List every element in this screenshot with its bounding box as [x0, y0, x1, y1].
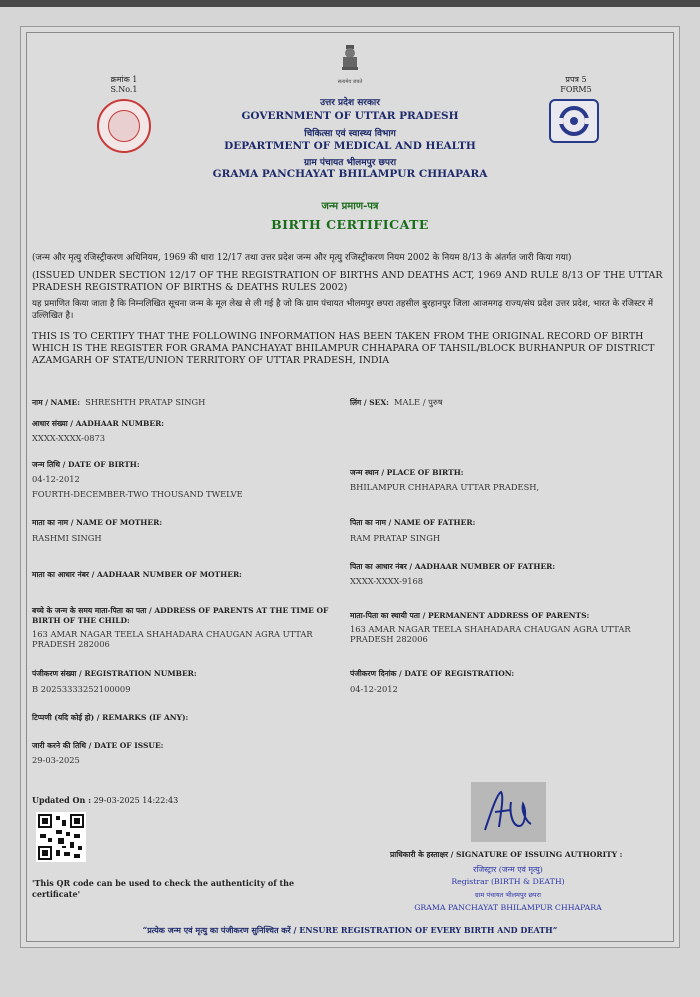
state-title: GOVERNMENT OF UTTAR PRADESH: [241, 110, 459, 122]
address-perm-label: माता-पिता का स्थायी पता / PERMANENT ADDRESS OF PARENTS:: [350, 611, 590, 620]
address-birth-value: 163 AMAR NAGAR TEELA SHAHADARA CHAUGAN AGRA UTTAR PRADESH 282006: [32, 629, 313, 649]
cert-title: BIRTH CERTIFICATE: [271, 217, 429, 232]
sno-hindi: क्रमांक 1: [110, 75, 138, 84]
dob-label: जन्म तिथि / DATE OF BIRTH:: [32, 460, 140, 469]
father-aadhaar-label: पिता का आधार नंबर / AADHAAR NUMBER OF FATHER:: [350, 562, 556, 571]
state-hindi: उत्तर प्रदेश सरकार: [320, 98, 380, 108]
qr-code-icon[interactable]: [36, 812, 86, 862]
aadhaar-label: आधार संख्या / AADHAAR NUMBER:: [32, 419, 165, 428]
form-hindi: प्रपत्र 5: [565, 75, 587, 84]
name-label: नाम / NAME:: [32, 398, 81, 407]
mother-label: माता का नाम / NAME OF MOTHER:: [32, 518, 163, 527]
sex-label: लिंग / SEX:: [350, 398, 389, 407]
updated-value: 29-03-2025 14:22:43: [93, 796, 179, 805]
panchayat-title: GRAMA PANCHAYAT BHILAMPUR CHHAPARA: [212, 168, 488, 180]
remarks-label: टिप्पणी (यदि कोई हो) / REMARKS (IF ANY):: [32, 713, 189, 722]
signature-label: प्राधिकारी के हस्ताक्षर / SIGNATURE OF ISSUING AUTHORITY :: [390, 850, 623, 859]
auth-panchayat-hindi: ग्राम पंचायत भीलमपुर छपरा: [475, 891, 541, 899]
father-label: पिता का नाम / NAME OF FATHER:: [350, 518, 476, 527]
form-number: FORM5: [560, 85, 592, 94]
pob-label: जन्म स्थान / PLACE OF BIRTH:: [350, 468, 464, 477]
cert-title-hindi: जन्म प्रमाण-पत्र: [321, 201, 379, 212]
updated-label: Updated On :: [32, 795, 92, 805]
national-emblem-icon: [339, 44, 361, 76]
up-government-seal-icon: [97, 99, 151, 153]
dept-title: DEPARTMENT OF MEDICAL AND HEALTH: [224, 140, 476, 152]
panchayat-hindi: ग्राम पंचायत भीलमपुर छपरा: [303, 158, 397, 168]
signature-image: [471, 782, 546, 842]
reg-date-label: पंजीकरण दिनांक / DATE OF REGISTRATION:: [350, 669, 515, 678]
father-aadhaar-value: XXXX-XXXX-9168: [350, 576, 424, 586]
name-value: SHRESHTH PRATAP SINGH: [85, 397, 206, 407]
auth-panchayat: GRAMA PANCHAYAT BHILAMPUR CHHAPARA: [414, 903, 602, 912]
sex-value: MALE / पुरुष: [394, 397, 443, 407]
slogan: “प्रत्येक जन्म एवं मृत्यु का पंजीकरण सुनिश्चित करें / ENSURE REGISTRATION OF EVERY BIRTH AND DEATH”: [142, 925, 558, 935]
issue-label: जारी करने की तिथि / DATE OF ISSUE:: [32, 741, 164, 750]
signature-icon: [471, 782, 546, 842]
dob-value: 04-12-2012: [32, 474, 80, 484]
dob-words: FOURTH-DECEMBER-TWO THOUSAND TWELVE: [32, 489, 243, 499]
emblem-caption: सत्यमेव जयते: [337, 79, 363, 85]
issue-value: 29-03-2025: [32, 755, 80, 765]
registrar: Registrar (BIRTH & DEATH): [451, 877, 565, 886]
pob-value: BHILAMPUR CHHAPARA UTTAR PRADESH,: [350, 482, 540, 492]
dept-hindi: चिकित्सा एवं स्वास्थ्य विभाग: [304, 129, 396, 139]
mother-aadhaar-label: माता का आधार नंबर / AADHAAR NUMBER OF MOTHER:: [32, 570, 242, 579]
father-value: RAM PRATAP SINGH: [350, 533, 441, 543]
crs-logo-icon: [549, 99, 599, 143]
reg-date-value: 04-12-2012: [350, 684, 398, 694]
certify-text: THIS IS TO CERTIFY THAT THE FOLLOWING INFORMATION HAS BEEN TAKEN FROM THE ORIGINAL RECORD OF BIRTH WHICH IS THE REGISTER FOR GRAMA PANCHAYAT BHILAMPUR CHHAPARA OF TAHSIL/BLOCK BURHANPUR OF DISTRICT AZAMGARH OF STATE/UNION TERRITORY OF UTTAR PRADESH, INDIA: [32, 331, 655, 366]
address-perm-value: 163 AMAR NAGAR TEELA SHAHADARA CHAUGAN AGRA UTTAR PRADESH 282006: [350, 624, 631, 644]
issued-hindi: (जन्म और मृत्यु रजिस्ट्रीकरण अधिनियम, 1969 की धारा 12/17 तथा उत्तर प्रदेश जन्म और मृत्यु रजिस्ट्रीकरण नियम 2002 के नियम 8/13 के अंतर्गत जारी किया गया): [32, 253, 572, 263]
address-birth-label: बच्चे के जन्म के समय माता-पिता का पता / ADDRESS OF PARENTS AT THE TIME OF BIRTH OF THE CHILD:: [32, 606, 329, 625]
certify-hindi: यह प्रमाणित किया जाता है कि निम्नलिखित सूचना जन्म के मूल लेख से ली गई है जो कि ग्राम पंचायत भीलमपुर छपरा तहसील बुरहानपुर जिला आजमगढ़ राज्य/संघ प्रदेश उत्तर प्रदेश, भारत के रजिस्टर में उल्लिखित है।: [32, 299, 654, 321]
top-bar: [0, 0, 700, 7]
mother-value: RASHMI SINGH: [32, 533, 102, 543]
sno: S.No.1: [110, 85, 138, 94]
reg-no-label: पंजीकरण संख्या / REGISTRATION NUMBER:: [32, 669, 197, 678]
aadhaar-value: XXXX-XXXX-0873: [32, 433, 106, 443]
registrar-hindi: रजिस्ट्रार (जन्म एवं मृत्यु): [473, 865, 543, 874]
reg-no-value: B 20253333252100009: [32, 684, 131, 694]
qr-note: 'This QR code can be used to check the authenticity of the certificate': [32, 878, 295, 899]
issued-text: (ISSUED UNDER SECTION 12/17 OF THE REGISTRATION OF BIRTHS AND DEATHS ACT, 1969 AND RULE 8/13 OF THE UTTAR PRADESH REGISTRATION OF BIRTHS & DEATHS RULES 2002): [32, 270, 663, 293]
